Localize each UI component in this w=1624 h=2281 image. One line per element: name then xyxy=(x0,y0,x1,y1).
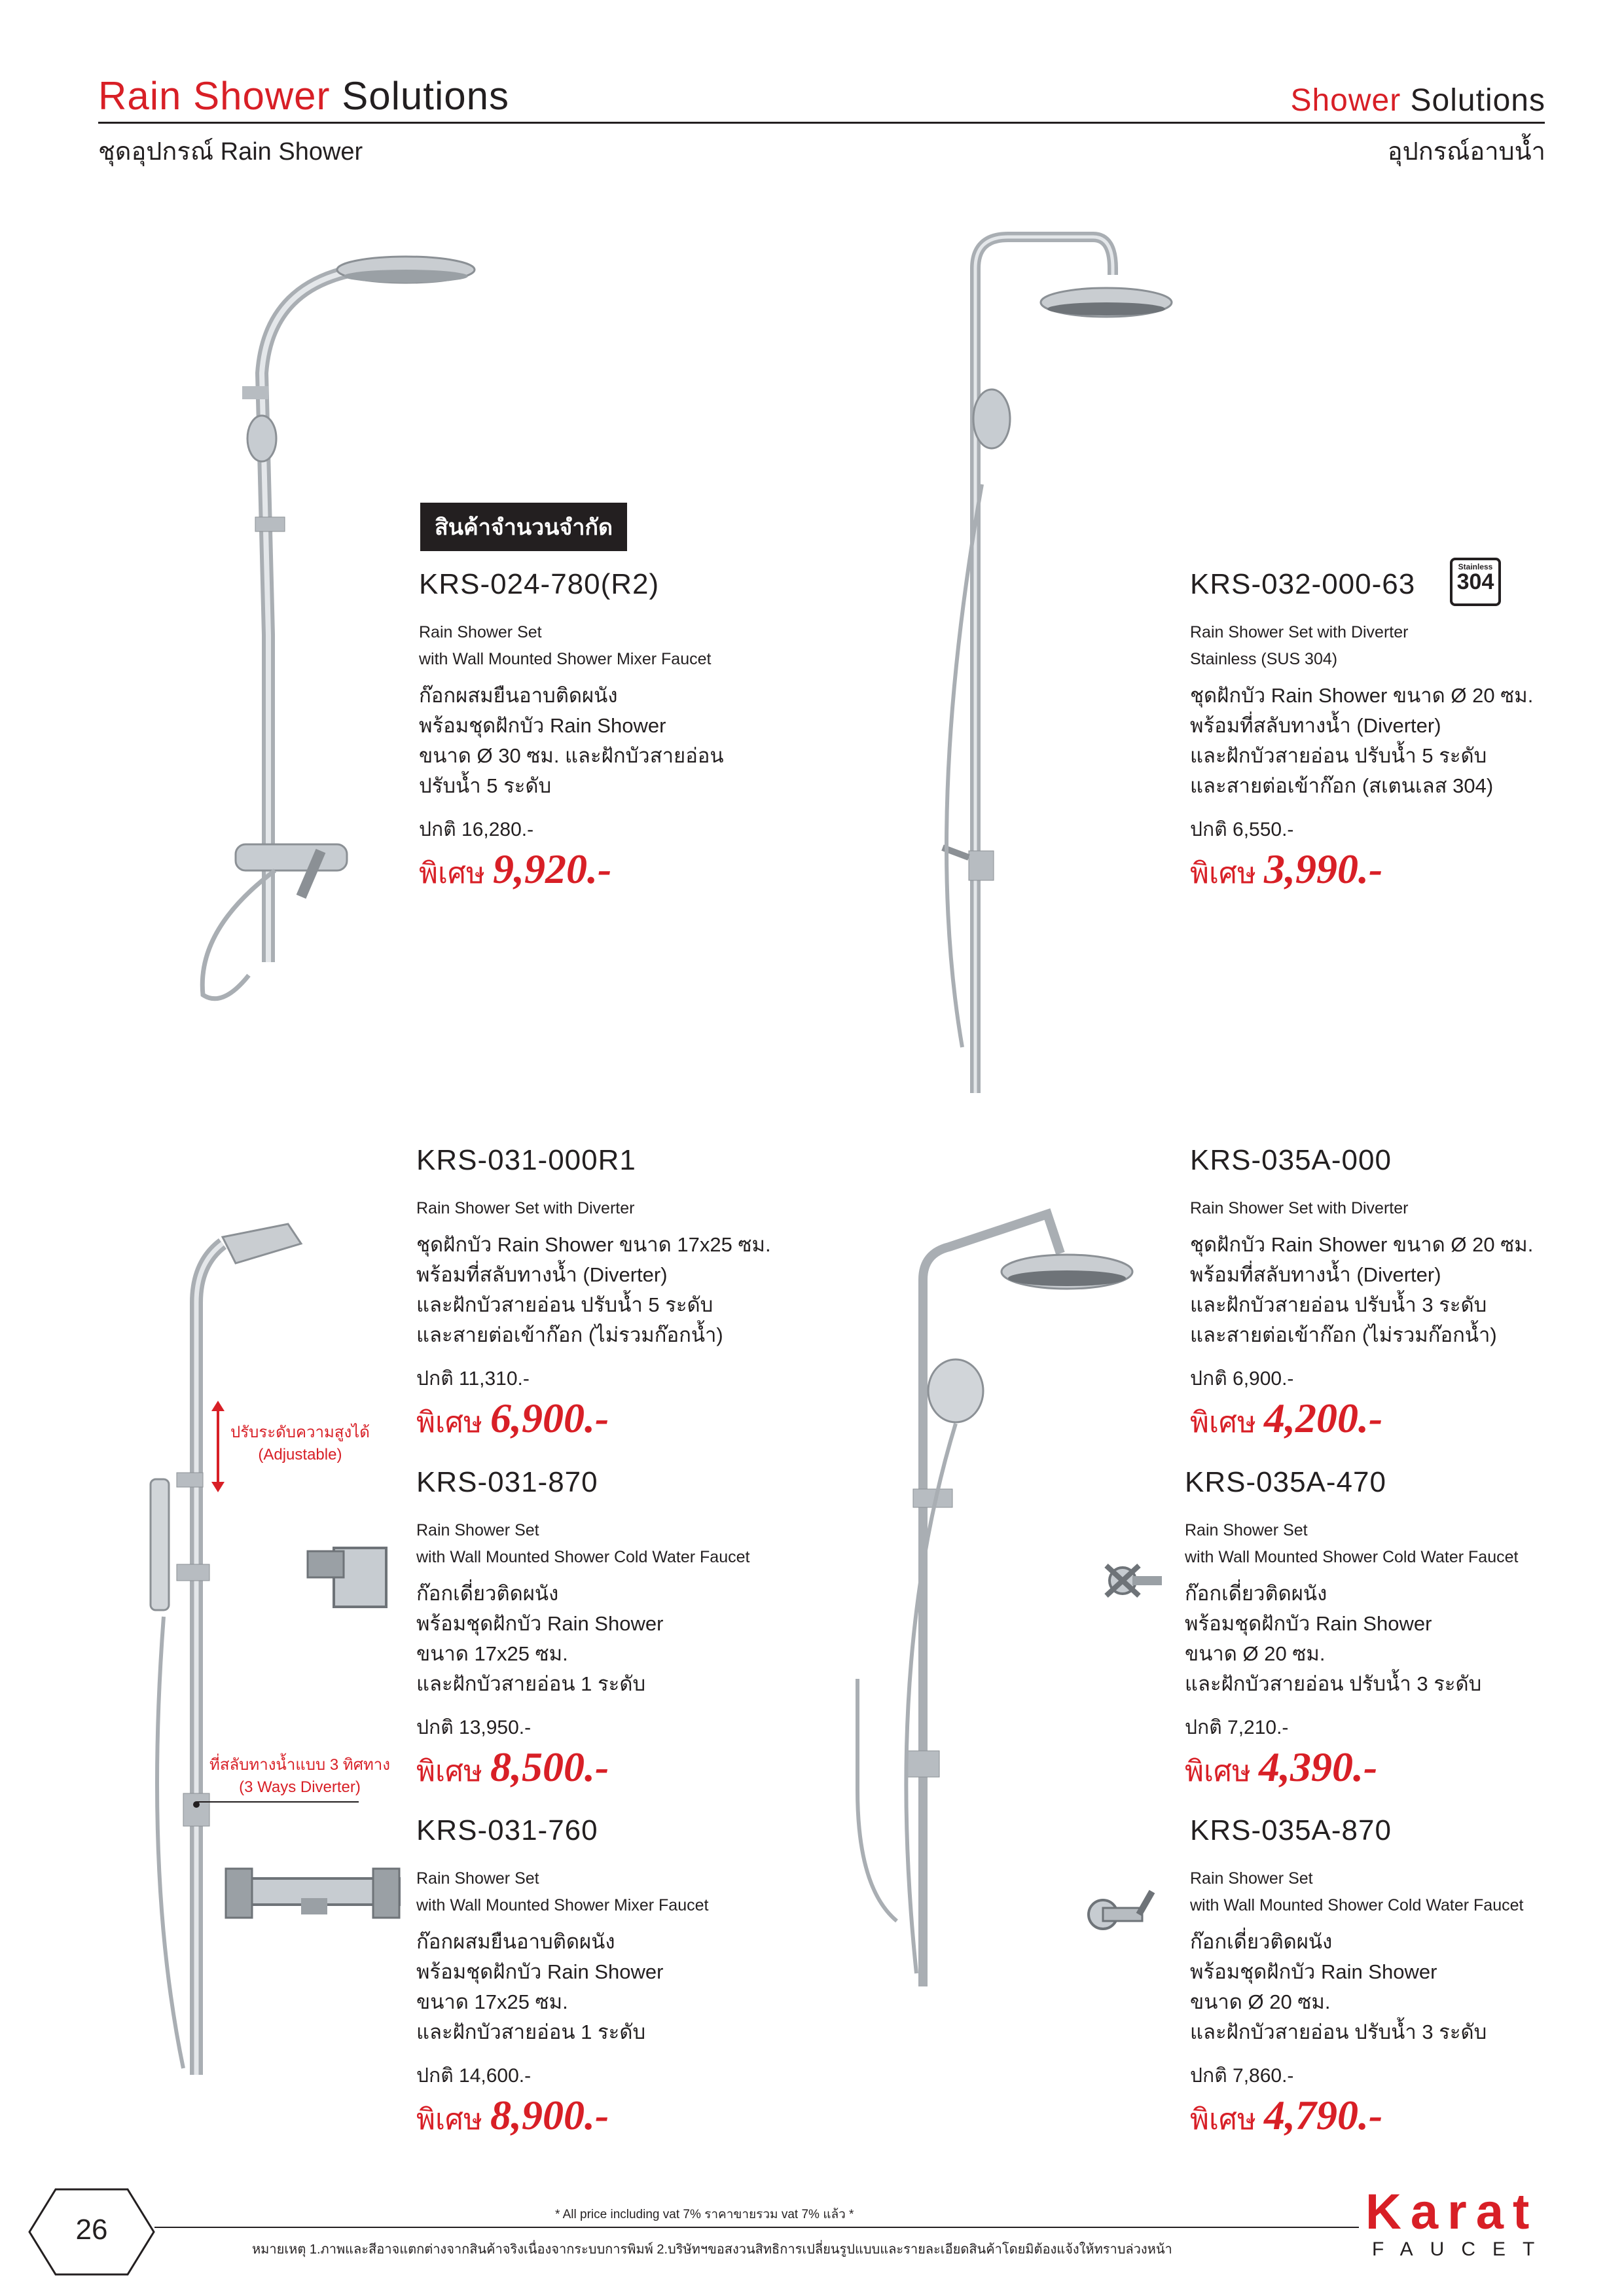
special-price xyxy=(1190,845,1533,896)
product-desc-th: ก๊อกเดี่ยวติดผนัง xyxy=(1190,1930,1333,1953)
product-desc-th: พร้อมชุดฝักบัว Rain Shower xyxy=(419,714,666,737)
vat-note: * All price including vat 7% ราคาขายรวม vat 7% แล้ว * xyxy=(555,2208,854,2221)
product-card-krs-035a-870 xyxy=(1190,1814,1523,2142)
product-model: KRS-032-000-63 xyxy=(1190,568,1416,600)
special-price-label: พิเศษ xyxy=(416,1407,482,1439)
special-price-value: 8,900.- xyxy=(490,2092,609,2138)
product-desc-en: Rain Shower Set xyxy=(1190,1869,1313,1888)
section-title-rest: Solutions xyxy=(1410,83,1545,118)
product-model: KRS-031-870 xyxy=(416,1466,598,1498)
special-price-label: พิเศษ xyxy=(1190,2104,1256,2136)
product-desc-th: ก๊อกผสมยืนอาบติดผนัง xyxy=(419,684,618,707)
shower-image-krs-035a-000 xyxy=(831,1201,1126,2026)
special-price-value: 6,900.- xyxy=(490,1395,609,1441)
limited-stock-badge: สินค้าจำนวนจำกัด xyxy=(420,503,627,551)
normal-price: ปกติ 6,900.- xyxy=(1190,1368,1294,1390)
special-price xyxy=(1185,1743,1518,1794)
special-price xyxy=(416,2091,708,2142)
header-rule xyxy=(98,122,1545,124)
faucet-image-krs-035a-870 xyxy=(1087,1878,1159,1950)
product-desc-th: และสายต่อเข้าก๊อก (ไม่รวมก๊อกน้ำ) xyxy=(416,1323,723,1346)
special-price-value: 3,990.- xyxy=(1263,846,1383,892)
product-card-krs-031-870 xyxy=(416,1466,749,1794)
special-price-value: 9,920.- xyxy=(492,846,612,892)
product-desc-th: และฝักบัวสายอ่อน ปรับน้ำ 5 ระดับ xyxy=(1190,744,1487,767)
product-desc-th: และสายต่อเข้าก๊อก (สเตนเลส 304) xyxy=(1190,774,1494,797)
normal-price: ปกติ 14,600.- xyxy=(416,2065,532,2087)
diverter-note-th: ที่สลับทางน้ำแบบ 3 ทิศทาง xyxy=(209,1756,390,1774)
diverter-note-rule xyxy=(196,1801,359,1803)
product-desc-th: พร้อมชุดฝักบัว Rain Shower xyxy=(1190,1960,1437,1983)
product-desc-th: พร้อมที่สลับทางน้ำ (Diverter) xyxy=(1190,714,1441,737)
special-price xyxy=(1190,2091,1523,2142)
product-desc-th: ขนาด Ø 20 ซม. xyxy=(1190,1990,1331,2013)
section-title-accent: Shower xyxy=(1290,83,1401,118)
product-desc-en: Rain Shower Set xyxy=(416,1521,539,1539)
product-desc-th: ขนาด Ø 20 ซม. xyxy=(1185,1642,1326,1665)
product-desc-th: และฝักบัวสายอ่อน ปรับน้ำ 3 ระดับ xyxy=(1190,2021,1487,2043)
product-card-krs-032-000-63 xyxy=(1190,568,1533,896)
normal-price: ปกติ 11,310.- xyxy=(416,1368,530,1390)
product-desc-en: Rain Shower Set with Diverter xyxy=(1190,623,1409,641)
product-desc-th: พร้อมชุดฝักบัว Rain Shower xyxy=(1185,1612,1432,1635)
adjustable-note-en: (Adjustable) xyxy=(258,1446,342,1464)
section-title xyxy=(1290,82,1545,118)
product-desc-th: ขนาด Ø 30 ซม. และฝักบัวสายอ่อน xyxy=(419,744,724,767)
special-price xyxy=(419,845,724,896)
product-desc-th: และฝักบัวสายอ่อน ปรับน้ำ 5 ระดับ xyxy=(416,1293,713,1316)
faucet-image-krs-035a-470 xyxy=(1093,1558,1165,1604)
product-desc-en: with Wall Mounted Shower Cold Water Faucet xyxy=(416,1548,750,1566)
adjustable-arrow-icon xyxy=(208,1401,228,1492)
diverter-note xyxy=(209,1754,390,1799)
product-desc-th: ก๊อกเดี่ยวติดผนัง xyxy=(1185,1582,1327,1605)
adjustable-note xyxy=(230,1422,370,1466)
shower-image-krs-032-000-63 xyxy=(910,229,1185,1106)
product-desc-en: with Wall Mounted Shower Mixer Faucet xyxy=(416,1896,709,1914)
product-desc-th: ชุดฝักบัว Rain Shower ขนาด Ø 20 ซม. xyxy=(1190,1233,1534,1256)
page-subtitle: ชุดอุปกรณ์ Rain Shower xyxy=(98,138,363,166)
faucet-image-krs-031-870 xyxy=(308,1541,393,1620)
special-price-label: พิเศษ xyxy=(416,1755,482,1787)
product-desc-th: และฝักบัวสายอ่อน 1 ระดับ xyxy=(416,1672,646,1695)
stainless-number: 304 xyxy=(1456,569,1494,594)
faucet-image-krs-031-760 xyxy=(223,1859,406,1931)
normal-price: ปกติ 6,550.- xyxy=(1190,819,1294,840)
brand-logo-sub: FAUCET xyxy=(1372,2238,1552,2260)
special-price-value: 4,390.- xyxy=(1258,1744,1378,1790)
product-desc-en: with Wall Mounted Shower Cold Water Faucet xyxy=(1190,1896,1524,1914)
normal-price: ปกติ 16,280.- xyxy=(419,819,534,840)
product-desc-en: Rain Shower Set xyxy=(416,1869,539,1888)
page-title xyxy=(98,73,509,118)
brand-logo: Karat xyxy=(1365,2184,1539,2240)
product-desc-th: และฝักบัวสายอ่อน 1 ระดับ xyxy=(416,2021,646,2043)
product-desc-th: พร้อมชุดฝักบัว Rain Shower xyxy=(416,1960,664,1983)
special-price-label: พิเศษ xyxy=(416,2104,482,2136)
page-number: 26 xyxy=(75,2214,108,2246)
product-desc-th: ปรับน้ำ 5 ระดับ xyxy=(419,774,552,797)
special-price-value: 4,790.- xyxy=(1263,2092,1383,2138)
product-desc-th: ก๊อกผสมยืนอาบติดผนัง xyxy=(416,1930,615,1953)
special-price xyxy=(416,1394,771,1445)
product-desc-th: ชุดฝักบัว Rain Shower ขนาด 17x25 ซม. xyxy=(416,1233,771,1256)
product-desc-th: และฝักบัวสายอ่อน ปรับน้ำ 3 ระดับ xyxy=(1185,1672,1482,1695)
product-model: KRS-035A-000 xyxy=(1190,1144,1392,1176)
product-desc-en: Rain Shower Set xyxy=(1185,1521,1308,1539)
product-model: KRS-031-000R1 xyxy=(416,1144,636,1176)
product-card-krs-035a-000 xyxy=(1190,1144,1533,1445)
product-desc-en: with Wall Mounted Shower Mixer Faucet xyxy=(419,650,712,668)
product-card-krs-031-000r1 xyxy=(416,1144,771,1445)
product-desc-th: ก๊อกเดี่ยวติดผนัง xyxy=(416,1582,559,1605)
product-desc-en: with Wall Mounted Shower Cold Water Faucet xyxy=(1185,1548,1519,1566)
special-price xyxy=(416,1743,749,1794)
adjustable-note-th: ปรับระดับความสูงได้ xyxy=(230,1424,370,1441)
special-price xyxy=(1190,1394,1533,1445)
shower-image-krs-031-000r1 xyxy=(144,1224,301,2101)
special-price-value: 4,200.- xyxy=(1263,1395,1383,1441)
product-desc-en: Stainless (SUS 304) xyxy=(1190,650,1338,668)
special-price-label: พิเศษ xyxy=(1190,1407,1256,1439)
product-model: KRS-035A-870 xyxy=(1190,1814,1392,1846)
product-desc-th: ชุดฝักบัว Rain Shower ขนาด Ø 20 ซม. xyxy=(1190,684,1534,707)
product-desc-th: และฝักบัวสายอ่อน ปรับน้ำ 3 ระดับ xyxy=(1190,1293,1487,1316)
page-title-accent: Rain Shower xyxy=(98,74,331,118)
product-desc-th: พร้อมชุดฝักบัว Rain Shower xyxy=(416,1612,664,1635)
footer-disclaimer: หมายเหตุ 1.ภาพและสีอาจแตกต่างจากสินค้าจริงเนื่องจากระบบการพิมพ์ 2.บริษัทฯขอสงวนสิทธิการเปลี่ยนรูปแบบและรายละเอียดสินค้าโดยมิต้องแจ้งให้ทราบล่วงหน้า xyxy=(252,2242,1172,2257)
stainless-label: Stainless xyxy=(1458,562,1493,571)
page-title-rest: Solutions xyxy=(342,74,510,118)
product-desc-en: Rain Shower Set with Diverter xyxy=(416,1199,635,1217)
product-model: KRS-031-760 xyxy=(416,1814,598,1846)
stainless-304-icon xyxy=(1450,558,1501,606)
normal-price: ปกติ 7,210.- xyxy=(1185,1717,1289,1738)
product-desc-th: พร้อมที่สลับทางน้ำ (Diverter) xyxy=(416,1263,668,1286)
product-desc-th: พร้อมที่สลับทางน้ำ (Diverter) xyxy=(1190,1263,1441,1286)
special-price-label: พิเศษ xyxy=(1190,857,1256,889)
product-desc-th: ขนาด 17x25 ซม. xyxy=(416,1642,568,1665)
product-card-krs-035a-470 xyxy=(1185,1466,1518,1794)
diverter-note-en: (3 Ways Diverter) xyxy=(239,1778,361,1796)
product-model: KRS-035A-470 xyxy=(1185,1466,1386,1498)
product-desc-th: และสายต่อเข้าก๊อก (ไม่รวมก๊อกน้ำ) xyxy=(1190,1323,1497,1346)
normal-price: ปกติ 7,860.- xyxy=(1190,2065,1294,2087)
product-desc-en: Rain Shower Set xyxy=(419,623,542,641)
product-model: KRS-024-780(R2) xyxy=(419,568,660,600)
special-price-label: พิเศษ xyxy=(419,857,485,889)
product-desc-en: Rain Shower Set with Diverter xyxy=(1190,1199,1409,1217)
product-desc-th: ขนาด 17x25 ซม. xyxy=(416,1990,568,2013)
normal-price: ปกติ 13,950.- xyxy=(416,1717,532,1738)
diverter-note-dot xyxy=(193,1801,200,1808)
special-price-value: 8,500.- xyxy=(490,1744,609,1790)
special-price-label: พิเศษ xyxy=(1185,1755,1251,1787)
section-subtitle: อุปกรณ์อาบน้ำ xyxy=(1387,138,1545,166)
product-card-krs-024-780 xyxy=(419,568,724,896)
product-card-krs-031-760 xyxy=(416,1814,708,2142)
footer-rule xyxy=(154,2227,1359,2228)
